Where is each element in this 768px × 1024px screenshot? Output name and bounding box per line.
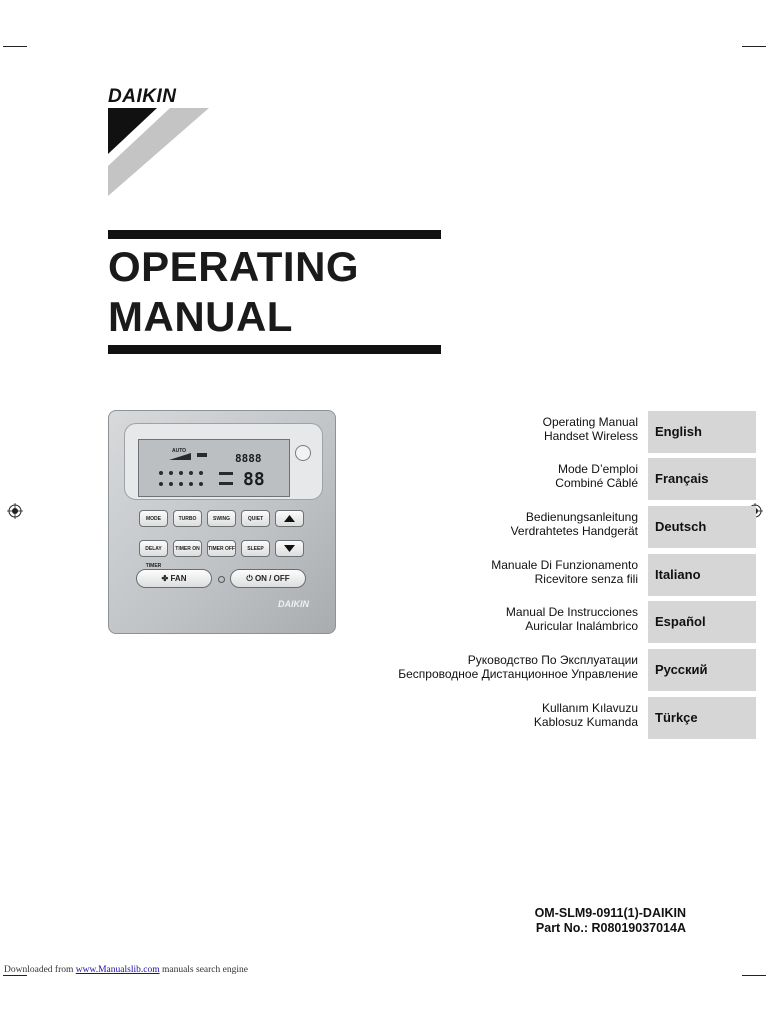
download-footer	[4, 965, 248, 975]
language-tab-italiano	[648, 554, 756, 596]
manualslib-link[interactable]: www.Manualslib.com	[75, 965, 160, 975]
title-line-1: OPERATING	[108, 243, 360, 290]
title-rule-top	[108, 230, 441, 239]
arrow-down-icon	[276, 541, 303, 556]
remote-timer-off-button: TIMER OFF	[207, 540, 236, 557]
part-number: Part No.: R08019037014A	[535, 921, 686, 935]
footer-prefix: Downloaded from	[4, 965, 76, 975]
lcd-digits-bottom: 88	[243, 469, 265, 490]
language-description: Mode D’emploi Combiné Câblé	[555, 462, 638, 490]
language-row-espanol	[380, 601, 756, 643]
remote-fan-label: FAN	[170, 574, 187, 583]
lcd-digits-top: 8888	[235, 452, 262, 465]
language-tab-russian	[648, 649, 756, 691]
remote-indicator-icon	[218, 576, 225, 583]
title-rule-bottom	[108, 345, 441, 354]
language-label: Español	[655, 614, 706, 629]
language-tab-francais	[648, 458, 756, 500]
arrow-up-icon	[276, 511, 303, 526]
language-description: Manuale Di Funzionamento Ricevitore senza fili	[491, 558, 638, 586]
language-tab-espanol	[648, 601, 756, 643]
remote-quiet-button: QUIET	[241, 510, 270, 527]
language-row-turkce	[380, 697, 756, 739]
language-row-francais	[380, 458, 756, 500]
language-row-russian	[380, 649, 756, 691]
crop-mark	[742, 975, 766, 976]
remote-sensor-icon	[295, 445, 311, 461]
language-tab-turkce	[648, 697, 756, 739]
remote-screen-frame	[124, 423, 323, 500]
language-description: Manual De Instrucciones Auricular Inalámbrico	[505, 605, 638, 633]
language-tab-english	[648, 411, 756, 453]
language-label: Deutsch	[655, 519, 707, 534]
language-label: Русский	[655, 662, 708, 677]
lcd-segments-icon	[139, 440, 289, 496]
remote-power-button	[230, 569, 306, 588]
language-row-italiano	[380, 554, 756, 596]
remote-fan-button	[136, 569, 212, 588]
remote-timer-on-button: TIMER ON	[173, 540, 202, 557]
crop-mark	[3, 46, 27, 47]
registration-mark-icon	[7, 503, 23, 519]
language-label: English	[655, 424, 702, 439]
crop-mark	[742, 46, 766, 47]
footer-suffix: manuals search engine	[159, 965, 248, 975]
remote-up-button	[275, 510, 304, 527]
fan-icon: ✤	[161, 574, 171, 583]
language-label: Italiano	[655, 567, 701, 582]
power-icon: ⏻	[246, 574, 255, 583]
lcd-mode-text: AUTO	[172, 448, 187, 454]
remote-mode-button: MODE	[139, 510, 168, 527]
language-label: Français	[655, 471, 709, 486]
brand-logo-text: DAIKIN	[108, 86, 177, 107]
language-tab-deutsch	[648, 506, 756, 548]
remote-delay-timer-button: DELAY TIMER	[139, 540, 168, 557]
language-row-english	[380, 411, 756, 453]
remote-turbo-button: TURBO	[173, 510, 202, 527]
remote-down-button	[275, 540, 304, 557]
crop-mark	[3, 975, 27, 976]
remote-swing-button: SWING	[207, 510, 236, 527]
remote-power-label: ON / OFF	[254, 574, 290, 583]
remote-controller-illustration	[108, 410, 336, 634]
language-description: Руководство По Эксплуатации Беспроводное Дистанционное Управление	[398, 653, 638, 681]
remote-logo-text: DAIKIN	[278, 599, 309, 609]
language-row-deutsch	[380, 506, 756, 548]
language-label: Türkçe	[655, 710, 698, 725]
title-line-2: MANUAL	[108, 293, 293, 340]
remote-lcd	[138, 439, 290, 497]
remote-sleep-button: SLEEP	[241, 540, 270, 557]
language-description: Operating Manual Handset Wireless	[542, 415, 638, 443]
document-code: OM-SLM9-0911(1)-DAIKIN	[534, 906, 686, 920]
language-description: Kullanım Kılavuzu Kablosuz Kumanda	[533, 701, 638, 729]
language-description: Bedienungsanleitung Verdrahtetes Handgerät	[510, 510, 638, 538]
daikin-logo-icon	[108, 108, 210, 198]
